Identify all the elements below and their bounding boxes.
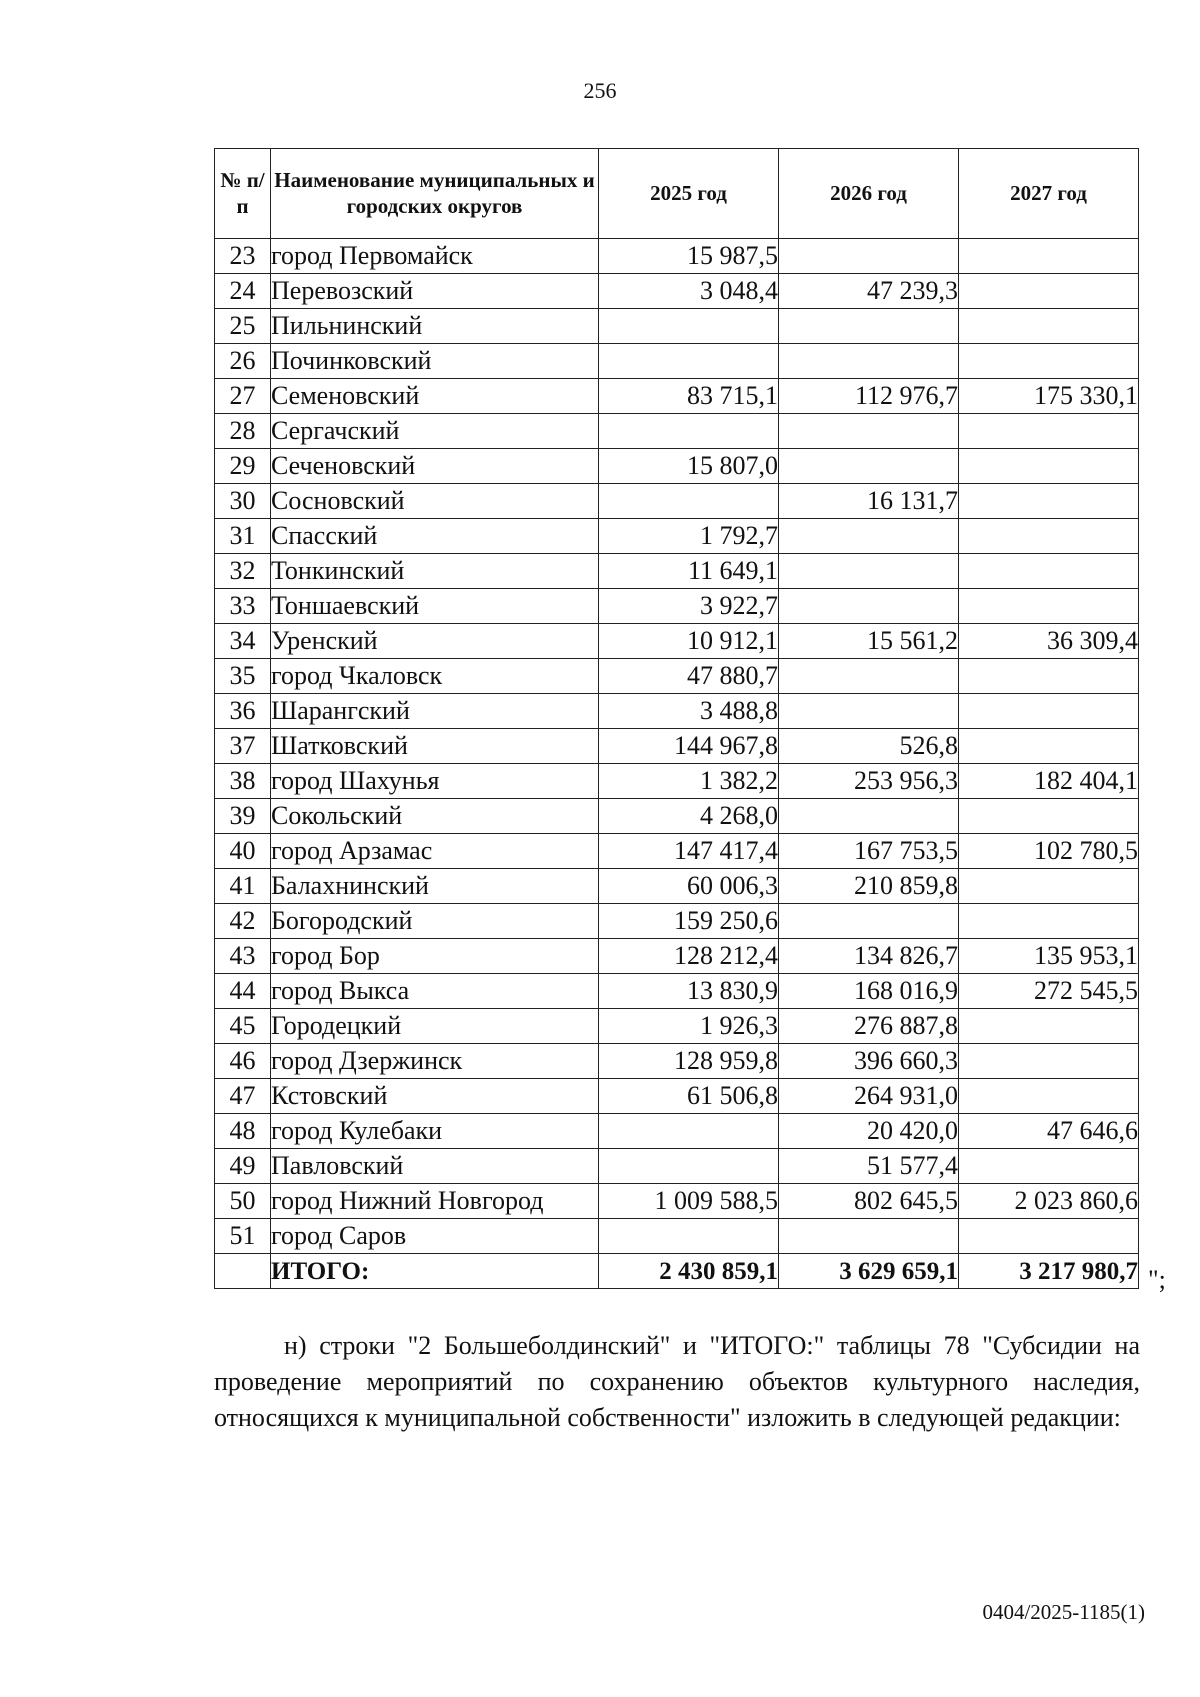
row-2027 [959, 729, 1139, 764]
row-2025: 3 488,8 [599, 694, 779, 729]
row-2026: 47 239,3 [779, 274, 959, 309]
row-2026 [779, 309, 959, 344]
row-2026 [779, 554, 959, 589]
row-2025: 1 792,7 [599, 519, 779, 554]
row-name: город Первомайск [271, 239, 599, 274]
table-row [215, 799, 1139, 834]
table-row [215, 1184, 1139, 1219]
row-2026: 15 561,2 [779, 624, 959, 659]
row-2027 [959, 449, 1139, 484]
row-name: Перевозский [271, 274, 599, 309]
row-2027 [959, 1219, 1139, 1254]
row-number: 25 [215, 309, 271, 344]
row-number: 27 [215, 379, 271, 414]
total-num-cell [215, 1254, 271, 1289]
row-2025 [599, 414, 779, 449]
row-2027 [959, 519, 1139, 554]
row-2027: 47 646,6 [959, 1114, 1139, 1149]
row-number: 32 [215, 554, 271, 589]
row-2027 [959, 1149, 1139, 1184]
subsidy-table [214, 148, 1139, 1289]
row-name: Павловский [271, 1149, 599, 1184]
table-row [215, 624, 1139, 659]
table-row [215, 414, 1139, 449]
row-number: 34 [215, 624, 271, 659]
row-name: Спасский [271, 519, 599, 554]
row-2025: 1 382,2 [599, 764, 779, 799]
row-name: Починковский [271, 344, 599, 379]
row-2026 [779, 519, 959, 554]
row-2026: 210 859,8 [779, 869, 959, 904]
table-row [215, 729, 1139, 764]
row-2025: 10 912,1 [599, 624, 779, 659]
row-name: Богородский [271, 904, 599, 939]
total-2027: 3 217 980,7 [959, 1254, 1139, 1289]
header-num: № п/п [215, 149, 271, 239]
row-name: Шатковский [271, 729, 599, 764]
row-2026 [779, 449, 959, 484]
table-row [215, 309, 1139, 344]
table-row [215, 449, 1139, 484]
row-name: Сосновский [271, 484, 599, 519]
row-2027 [959, 274, 1139, 309]
row-2025: 1 009 588,5 [599, 1184, 779, 1219]
row-2026: 264 931,0 [779, 1079, 959, 1114]
row-number: 39 [215, 799, 271, 834]
table-row [215, 589, 1139, 624]
total-2026: 3 629 659,1 [779, 1254, 959, 1289]
row-number: 50 [215, 1184, 271, 1219]
row-number: 43 [215, 939, 271, 974]
row-2025 [599, 1149, 779, 1184]
table-row [215, 1149, 1139, 1184]
table-row [215, 344, 1139, 379]
row-name: город Нижний Новгород [271, 1184, 599, 1219]
table-row [215, 1114, 1139, 1149]
row-2026 [779, 239, 959, 274]
row-2027 [959, 869, 1139, 904]
row-2026: 20 420,0 [779, 1114, 959, 1149]
row-name: Сергачский [271, 414, 599, 449]
row-2025: 15 807,0 [599, 449, 779, 484]
row-2026 [779, 414, 959, 449]
row-name: Кстовский [271, 1079, 599, 1114]
row-name: Семеновский [271, 379, 599, 414]
table-row [215, 939, 1139, 974]
row-number: 47 [215, 1079, 271, 1114]
header-2027: 2027 год [959, 149, 1139, 239]
row-number: 26 [215, 344, 271, 379]
total-row [215, 1254, 1139, 1289]
row-2026: 802 645,5 [779, 1184, 959, 1219]
row-2027 [959, 1044, 1139, 1079]
row-2026: 276 887,8 [779, 1009, 959, 1044]
table-row [215, 484, 1139, 519]
row-number: 49 [215, 1149, 271, 1184]
row-2027 [959, 309, 1139, 344]
row-2026: 112 976,7 [779, 379, 959, 414]
row-number: 44 [215, 974, 271, 1009]
row-2025 [599, 344, 779, 379]
row-name: Тоншаевский [271, 589, 599, 624]
page-number: 256 [583, 78, 617, 103]
table-row [215, 554, 1139, 589]
row-2025: 60 006,3 [599, 869, 779, 904]
row-2026: 253 956,3 [779, 764, 959, 799]
row-name: Балахнинский [271, 869, 599, 904]
row-name: Пильнинский [271, 309, 599, 344]
row-2025: 3 048,4 [599, 274, 779, 309]
row-2027 [959, 799, 1139, 834]
row-number: 42 [215, 904, 271, 939]
row-2025: 11 649,1 [599, 554, 779, 589]
row-2027: 102 780,5 [959, 834, 1139, 869]
table-row [215, 869, 1139, 904]
row-2026: 16 131,7 [779, 484, 959, 519]
row-name: Тонкинский [271, 554, 599, 589]
row-2027: 135 953,1 [959, 939, 1139, 974]
table-row [215, 379, 1139, 414]
row-name: Сокольский [271, 799, 599, 834]
row-2025: 1 926,3 [599, 1009, 779, 1044]
row-number: 33 [215, 589, 271, 624]
row-number: 35 [215, 659, 271, 694]
row-2027 [959, 554, 1139, 589]
row-2027 [959, 414, 1139, 449]
row-2025 [599, 1114, 779, 1149]
row-2027 [959, 344, 1139, 379]
row-number: 36 [215, 694, 271, 729]
table-row [215, 1009, 1139, 1044]
row-2027: 36 309,4 [959, 624, 1139, 659]
row-2025: 147 417,4 [599, 834, 779, 869]
header-name: Наименование муниципальных и городских округов [271, 149, 599, 239]
row-2026: 526,8 [779, 729, 959, 764]
row-2026: 396 660,3 [779, 1044, 959, 1079]
row-2027: 272 545,5 [959, 974, 1139, 1009]
row-number: 24 [215, 274, 271, 309]
row-2026 [779, 904, 959, 939]
row-name: город Чкаловск [271, 659, 599, 694]
row-2025: 83 715,1 [599, 379, 779, 414]
row-2027 [959, 659, 1139, 694]
row-2025: 128 212,4 [599, 939, 779, 974]
row-2026 [779, 659, 959, 694]
header-2025: 2025 год [599, 149, 779, 239]
row-number: 37 [215, 729, 271, 764]
row-2026: 51 577,4 [779, 1149, 959, 1184]
row-2025: 159 250,6 [599, 904, 779, 939]
row-2026 [779, 589, 959, 624]
header-2026: 2026 год [779, 149, 959, 239]
row-2025 [599, 484, 779, 519]
row-2025: 3 922,7 [599, 589, 779, 624]
row-2025 [599, 309, 779, 344]
row-2027: 175 330,1 [959, 379, 1139, 414]
total-label: ИТОГО: [271, 1254, 599, 1289]
amendment-paragraph: н) строки "2 Большеболдинский" и "ИТОГО:" таблицы 78 "Субсидии на проведение мероприятий по сохранению объектов культурного наследия, относящихся к муниципальной собственности" изложить в следующей редакции: [214, 1331, 1140, 1432]
row-name: Уренский [271, 624, 599, 659]
row-2026 [779, 344, 959, 379]
row-number: 51 [215, 1219, 271, 1254]
row-number: 31 [215, 519, 271, 554]
total-2025: 2 430 859,1 [599, 1254, 779, 1289]
row-2025 [599, 1219, 779, 1254]
row-2025: 13 830,9 [599, 974, 779, 1009]
row-name: Городецкий [271, 1009, 599, 1044]
row-number: 30 [215, 484, 271, 519]
row-name: город Выкса [271, 974, 599, 1009]
row-number: 38 [215, 764, 271, 799]
row-2027: 182 404,1 [959, 764, 1139, 799]
row-name: город Шахунья [271, 764, 599, 799]
row-2027 [959, 1079, 1139, 1114]
row-2025: 15 987,5 [599, 239, 779, 274]
table-row [215, 659, 1139, 694]
row-name: Сеченовский [271, 449, 599, 484]
row-number: 48 [215, 1114, 271, 1149]
table-row [215, 239, 1139, 274]
row-name: город Дзержинск [271, 1044, 599, 1079]
row-2026 [779, 1219, 959, 1254]
row-number: 41 [215, 869, 271, 904]
row-2027 [959, 484, 1139, 519]
closing-quote: "; [1148, 1265, 1166, 1294]
table-row [215, 519, 1139, 554]
row-number: 46 [215, 1044, 271, 1079]
row-number: 28 [215, 414, 271, 449]
table-row [215, 904, 1139, 939]
table-row [215, 1044, 1139, 1079]
table-header-row [215, 149, 1139, 239]
table-row [215, 834, 1139, 869]
row-2027 [959, 589, 1139, 624]
row-2026 [779, 694, 959, 729]
row-2026: 167 753,5 [779, 834, 959, 869]
row-2027 [959, 1009, 1139, 1044]
table-row [215, 1079, 1139, 1114]
row-2025: 47 880,7 [599, 659, 779, 694]
row-number: 40 [215, 834, 271, 869]
table-row [215, 1219, 1139, 1254]
row-2027 [959, 694, 1139, 729]
row-name: город Бор [271, 939, 599, 974]
row-name: город Арзамас [271, 834, 599, 869]
row-2026 [779, 799, 959, 834]
table-row [215, 974, 1139, 1009]
row-name: город Саров [271, 1219, 599, 1254]
table-row [215, 764, 1139, 799]
row-name: город Кулебаки [271, 1114, 599, 1149]
row-2026: 168 016,9 [779, 974, 959, 1009]
row-2027: 2 023 860,6 [959, 1184, 1139, 1219]
row-number: 45 [215, 1009, 271, 1044]
table-row [215, 694, 1139, 729]
row-2027 [959, 239, 1139, 274]
table-row [215, 274, 1139, 309]
row-name: Шарангский [271, 694, 599, 729]
row-2027 [959, 904, 1139, 939]
document-code: 0404/2025-1185(1) [982, 1600, 1145, 1624]
row-number: 23 [215, 239, 271, 274]
row-2025: 144 967,8 [599, 729, 779, 764]
row-2025: 128 959,8 [599, 1044, 779, 1079]
row-2025: 61 506,8 [599, 1079, 779, 1114]
row-2026: 134 826,7 [779, 939, 959, 974]
row-number: 29 [215, 449, 271, 484]
table-body [215, 239, 1139, 1254]
row-2025: 4 268,0 [599, 799, 779, 834]
